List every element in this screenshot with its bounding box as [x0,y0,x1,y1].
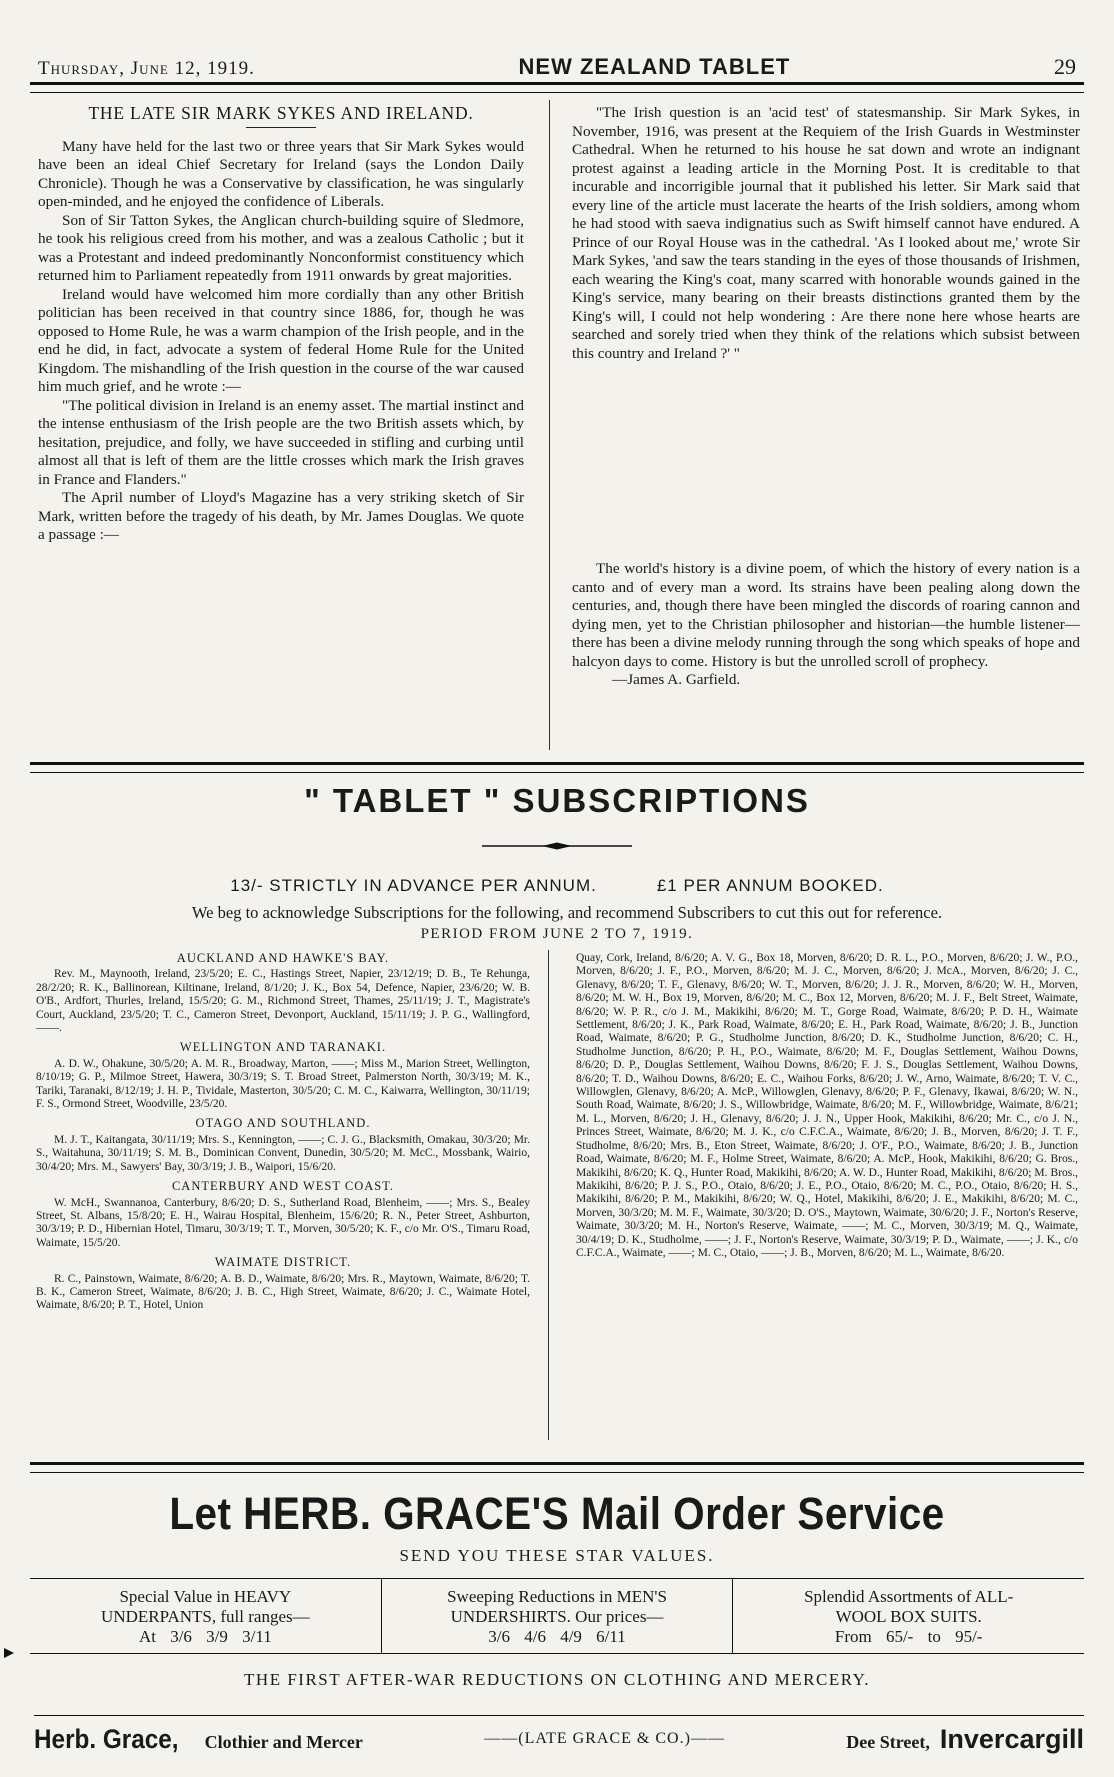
title-rule [246,127,316,128]
region-list: W. McH., Swannanoa, Canterbury, 8/6/20; D. S., Sutherland Road, Blenheim, ——; Mrs. S., Bealey Street, St. Albans, 15/8/20; E. H., Wairau Hospital, Blenheim, 15/6/20; R. N., Peter Street, Ashburton, 30/3/19; P. D., Hibernian Hotel, Timaru, 30/3/19; T. T., Morven, 30/5/20; K. F., c/o Mr. O'S., Timaru Road, Waimate, 15/5/20. [36,1196,530,1249]
value-line: Splendid Assortments of ALL- [804,1587,1014,1606]
star-values-box [30,1578,1084,1654]
value-line: Sweeping Reductions in MEN'S [447,1587,667,1606]
subscriptions-right-column [576,952,1078,1260]
advert-footer [34,1715,1084,1762]
region-heading: OTAGO AND SOUTHLAND. [195,1116,371,1131]
trade-description: Clothier and Mercer [204,1731,363,1752]
article-paragraph: Son of Sir Tatton Sykes, the Anglican church-building squire of Sledmore, he took his religious creed from his mother, and was a zealous Catholic ; but it was a Protestant and indeed predominantly Nonconformist constituency which returned him to Parliament repeatedly from 1911 onwards by great majorities. [38,211,524,284]
article-paragraph: "The Irish question is an 'acid test' of statesmanship. Sir Mark Sykes, in November, 1916, was present at the Requiem of the Irish Guards in Westminster Cathedral. When he returned to his house he sat down and wrote an indignant protest against a leading article in the Morning Post. It is creditable to that incurable and incorrigible journal that it published his letter. Sir Mark said that every line of the article must lacerate the hearts of the Irish soldiers, among whom he had stood with saeva indignatius such as Swift himself cannot have endured. A Prince of our Royal House was in the cathedral. 'As I looked about me,' wrote Sir Mark Sykes, 'and saw the tears standing in the eyes of those thousands of Irishmen, each wearing the King's coat, many scarred with honorable wounds gained in the King's service, many bearing on their breasts distinctions granted them by the King's will, I could not help wondering : Are there none here whose hearts are searched and sorely tried when they think of the relations which subsist between this country and Ireland ?' " [572,104,1080,362]
garfield-quote [572,560,1080,690]
article-left-column [38,104,524,545]
city-name: Invercargill [939,1723,1084,1754]
quote-text: The world's history is a divine poem, of which the history of every nation is a canto and of every man a word. Its strains have been pealing along down the centuries, and, though there have been mingled the discords of roaring cannon and dying men, yet to the Christian philosopher and historian—the humble listener—there has been a divine melody running through the song which speaks of hope and halcyon days to come. History is but the unrolled scroll of prophecy. [572,560,1080,670]
column-divider [549,100,550,750]
region-heading: AUCKLAND AND HAWKE'S BAY. [176,951,390,965]
subscriptions-title: " TABLET " SUBSCRIPTIONS [304,782,810,819]
subscriptions-left-column [36,952,530,1313]
value-prices: 3/6 4/6 4/9 6/11 [488,1627,626,1646]
value-underpants [30,1579,381,1653]
terms-booked: £1 PER ANNUM BOOKED. [656,876,884,895]
region-list: Quay, Cork, Ireland, 8/6/20; A. V. G., Box 18, Morven, 8/6/20; D. R. L., P.O., Morven, 8/6/20; J. W., P.O., Morven, 8/6/20; J. F., P.O., Morven, 8/6/20; M. J. C., Morven, 8/6/20; J. McA., Morven, 8/6/20; J. C., Glenavy, 8/6/20; T. F., Glenavy, 8/6/20; W. T., Morven, 8/6/20; J. J. R., Morven, 8/6/20; W. H., Morven, 8/6/20; M. W. H., Box 19, Morven, 8/6/20; M. C., Box 12, Morven, 8/6/20; M. J. F., Belt Street, Waimate, 8/6/20; W. P. R., c/o J. M., Makikihi, 8/6/20; M. T., Gorge Road, Waimate, 8/6/20; P. D. H., Waimate Settlement, 8/6/20; J. K., Park Road, Waimate, 8/6/20; E. H., Park Road, Waimate, 8/6/20; J. B., Junction Road, Waimate, 8/6/20; P. G., Studholme Junction, 8/6/20; D. K., Studholme Junction, 8/6/20; C. H., Studholme Junction, 8/6/20; P. H., P.O., Waimate, 8/6/20; M. F., Douglas Settlement, Waihou Downs, 8/6/20; D. P., Douglas Settlement, Waihou Downs, 8/6/20; F. J. S., Douglas Settlement, Waihou Downs, 8/6/20; T. D., Waihou Downs, 8/6/20; E. C., Waihou Forks, 8/6/20; J. W., Arno, Waimate, 8/6/20; T. V. C., Willowglen, Glenavy, 8/6/20; A. McP., Willowglen, Glenavy, 8/6/20; P. F., Glenavy, Ikawai, 8/6/20; W. N., South Road, Waimate, 8/6/20; J. S., Willowbridge, Waimate, 8/6/20; M. F., Willowbridge, Waimate, 8/6/21; M. L., Morven, 8/6/20; J. H., Glenavy, 8/6/20; J. J. N., Upper Hook, Makikihi, 8/6/20; Mr. C., c/o J. N., Princes Street, Waimate, 8/6/20; M. J. K., c/o C.F.C.A., Waimate, 8/6/20; J. B., Morven, 8/6/20; J. T. F., Studholme, 8/6/20; Mrs. B., Eton Street, Waimate, 8/6/20; J. O'F., P.O., Waimate, 8/6/20; J. B., Junction Road, Waimate, 8/6/20; M. F., Holme Street, Waimate, 8/6/20; A. McP., Hook, Makikihi, 8/6/20; G. Bros., Makikihi, 8/6/20; K. Q., Hunter Road, Makikihi, 8/6/20; A. W. D., Hunter Road, Makikihi, 8/6/20; M. Bros., Makikihi, 8/6/20; P. J. S., P.O., Otaio, 8/6/20; J. E., P.O., Otaio, 8/6/20; M. C., P.O., Otaio, 8/6/20; H. S., Makikihi, 8/6/20; P. M., Makikihi, 8/6/20; W. Q., Hotel, Makikihi, 8/6/20; J. E., Makikihi, 8/6/20; M. C., Morven, 30/3/20; M. M. F., Waimate, 30/3/20; D. O'S., Maytown, Waimate, 30/6/20; J. F., Norton's Reserve, Waimate, 30/3/20; M. H., Norton's Reserve, Waimate, ——; M. C., Morven, 30/3/19; M. Q., Waimate, 30/4/19; D. K., Studholme, ——; J. F., Norton's Reserve, Waimate, 30/3/19; P. D., Waimate, ——; J. K., c/o C.F.C.A., Waimate, ——; M. C., Otaio, ——; J. B., Morven, 8/6/20; M. L., Waimate, 8/6/20. [576,952,1078,1259]
acknowledge-text: We beg to acknowledge Subscriptions for the following, and recommend Subscribers to cut this out for reference. [191,903,943,922]
former-name: ——(LATE GRACE & CO.)—— [484,1730,725,1747]
region-list: R. C., Painstown, Waimate, 8/6/20; A. B. D., Waimate, 8/6/20; Mrs. R., Maytown, Waimate, 8/6/20; T. B. K., Cameron Street, Waimate, 8/6/20; J. B. C., High Street, Waimate, 8/6/20; J. C., Waimate Hotel, Waimate, 8/6/20; P. T., Hotel, Union [36,1272,530,1312]
street-address: Dee Street, [846,1731,930,1752]
value-suits [732,1579,1084,1653]
footer-left [34,1724,363,1755]
masthead-rule [30,82,1084,93]
value-line: WOOL BOX SUITS. [835,1607,982,1626]
footer-right [846,1724,1084,1755]
region-list: A. D. W., Ohakune, 30/5/20; A. M. R., Broadway, Marton, ——; Miss M., Marion Street, Wellington, 8/10/19; G. P., Milmoe Street, Hawera, 30/3/19; S. T. Broad Street, Palmerston North, 30/3/19; M. K., Tariki, Taranaki, 8/12/19; J. H. P., Tividale, Masterton, 30/5/20; C. M. C., Kaiwarra, Wellington, 30/11/19; F. S., Ormond Street, Woodville, 23/5/20. [36,1057,530,1111]
article-paragraph: The April number of Lloyd's Magazine has a very striking sketch of Sir Mark, written before the tragedy of his death, by Mr. James Douglas. We quote a passage :— [38,489,524,543]
value-line: UNDERSHIRTS. Our prices— [450,1607,664,1626]
article-right-column [572,104,1080,363]
after-war-reductions: THE FIRST AFTER-WAR REDUCTIONS ON CLOTHING AND MERCERY. [244,1670,870,1689]
article-title: THE LATE SIR MARK SYKES AND IRELAND. [88,103,474,123]
region-heading: CANTERBURY AND WEST COAST. [171,1179,395,1194]
advert-subhead: SEND YOU THESE STAR VALUES. [399,1546,715,1565]
subscription-terms [0,876,1114,896]
region-heading: WELLINGTON AND TARANAKI. [179,1040,387,1055]
page-number: 29 [1053,54,1076,79]
terms-advance: 13/- STRICTLY IN ADVANCE PER ANNUM. [230,876,597,895]
masthead [38,46,1076,80]
region-list: M. J. T., Kaitangata, 30/11/19; Mrs. S., Kennington, ——; C. J. G., Blacksmith, Omakau, 30/3/20; Mr. S., Waitahuna, 30/11/19; S. M. B., Dominican Convent, Dunedin, 30/5/20; M. McC., Mossbank, Wairio, 30/4/20; Mrs. M., Sawyers' Bay, 30/3/19; J. B., Waipori, 15/6/20. [36,1133,530,1173]
publication-title: NEW ZEALAND TABLET [518,54,791,79]
section-rule [30,762,1084,773]
article-paragraph: "The political division in Ireland is an enemy asset. The martial instinct and the intense enthusiasm of the Irish people are the two British assets which, by hesitation, prejudice, and folly, we have succeeded in stifling and curbing until almost all that is left of them are the little crosses which mark the Irish graves in France and Flanders." [38,396,524,488]
period-text: PERIOD FROM JUNE 2 TO 7, 1919. [420,926,694,942]
article-paragraph: Many have held for the last two or three years that Sir Mark Sykes would have been an ideal Chief Secretary for Ireland (says the London Daily Chronicle). Though he was a Conservative by classification, he was singularly open-minded, and he enjoyed the confidence of Liberals. [38,137,524,210]
advert-rule [30,1462,1084,1473]
brand-name: Herb. Grace, [34,1723,179,1754]
value-line: Special Value in HEAVY [119,1587,292,1606]
flourish-rule [482,842,632,850]
value-line: UNDERPANTS, full ranges— [101,1607,310,1626]
region-heading: WAIMATE DISTRICT. [214,1255,352,1270]
issue-date: Thursday, June 12, 1919. [38,58,255,79]
value-prices: At 3/6 3/9 3/11 [138,1627,272,1646]
article-paragraph: Ireland would have welcomed him more cordially than any other British politician has been received in that country since 1886, for, though he was opposed to Home Rule, he was a warm champion of the Irish people, and in the end he did, in fact, advocate a system of federal Home Rule for the United Kingdom. The mishandling of the Irish question in the course of the war caused him much grief, and he wrote :— [38,285,524,395]
subscriptions-divider [548,950,549,1440]
value-prices: From 65/- to 95/- [834,1627,983,1646]
margin-arrow-icon [4,1648,14,1658]
advert-headline: Let HERB. GRACE'S Mail Order Service [169,1488,945,1539]
value-undershirts [381,1579,733,1653]
region-list: Rev. M., Maynooth, Ireland, 23/5/20; E. C., Hastings Street, Napier, 23/12/19; D. B., Te Rehunga, 28/2/20; R. K., Ballinorean, Kiltinane, Ireland, 8/1/20; J. K., Box 54, Defence, Napier, 23/6/20; W. B. O'B., Ardfort, Thurles, Ireland, 15/5/20; G. M., Richmond Street, Thames, 25/11/19; J. T., Magistrate's Court, Auckland, 23/5/20; T. C., Cameron Street, Devonport, Auckland, 15/11/19; J. P. G., Wallingford, ——. [36,968,530,1035]
quote-author: —James A. Garfield. [612,671,741,688]
